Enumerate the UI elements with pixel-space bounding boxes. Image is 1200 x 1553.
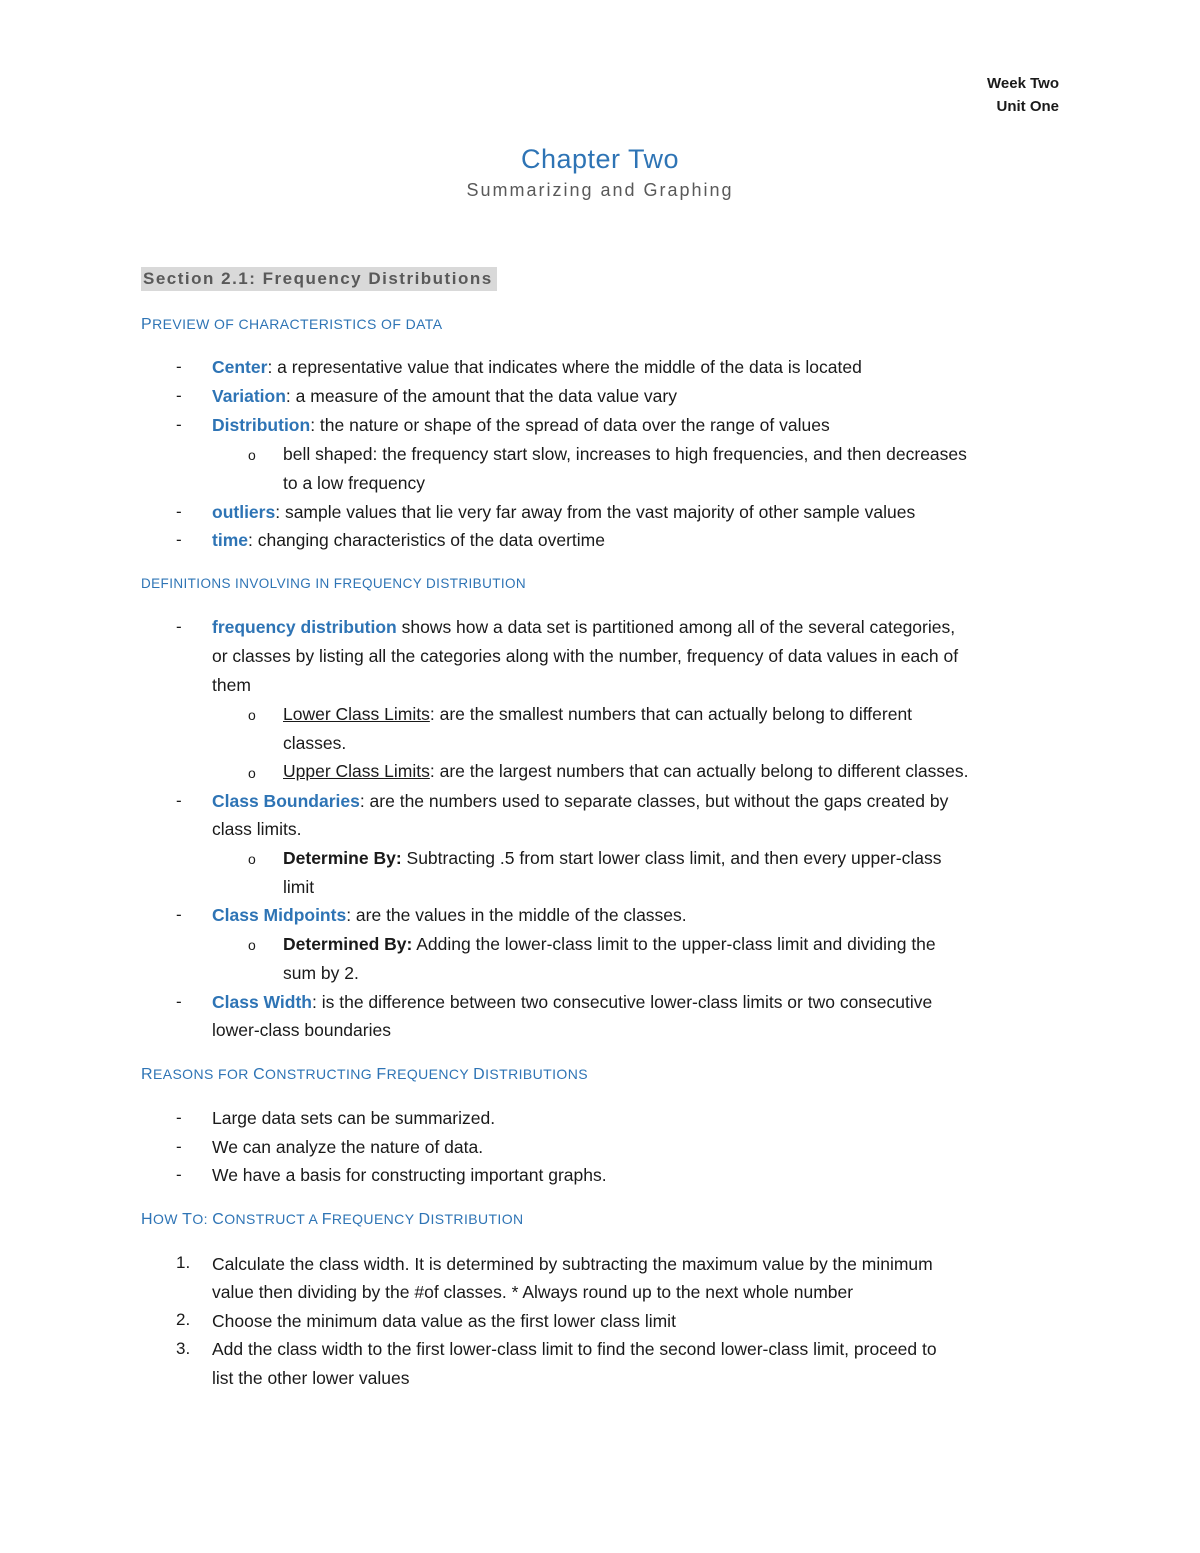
label-determine-by: Determine By:: [283, 848, 402, 868]
chapter-subtitle: Summarizing and Graphing: [466, 180, 734, 200]
list-item-center: [212, 353, 862, 381]
dash-bullet: -: [176, 502, 182, 521]
sub-bullet: o: [248, 765, 256, 781]
item-text: : the nature or shape of the spread of data over the range of values: [310, 415, 830, 435]
item-text: shows how a data set is partitioned among all of the several categories,: [396, 617, 956, 637]
dash-bullet: -: [176, 357, 182, 376]
list-item-time: [212, 526, 605, 554]
heading-rest: REVIEW OF CHARACTERISTICS OF DATA: [152, 316, 443, 332]
heading-part: ISTRIBUTION: [430, 1211, 524, 1227]
item-text: : are the smallest numbers that can actually belong to different: [429, 704, 913, 724]
term-center: Center: [212, 357, 268, 377]
heading-cap: R: [141, 1066, 153, 1083]
heading-part: REQUENCY: [331, 1211, 419, 1227]
term-lower-class-limits: Lower Class Limits: [283, 704, 430, 724]
step-number: 3.: [176, 1339, 191, 1358]
def-frequency-distribution-cont2: them: [212, 675, 251, 695]
header-unit: Unit One: [996, 98, 1059, 115]
dash-bullet: -: [176, 386, 182, 405]
item-text: : are the values in the middle of the classes.: [346, 905, 687, 925]
def-class-midpoints: [212, 901, 687, 929]
def-class-width: [212, 988, 932, 1016]
term-time: time: [212, 530, 248, 550]
dash-bullet: -: [176, 905, 182, 924]
label-determined-by: Determined By:: [283, 934, 413, 954]
heading-part: ONSTRUCT A: [224, 1211, 322, 1227]
heading-cap: T: [182, 1211, 193, 1228]
step-item: Choose the minimum data value as the first lower class limit: [212, 1311, 676, 1331]
step-item-cont: list the other lower values: [212, 1368, 410, 1388]
item-text: : sample values that lie very far away from the vast majority of other sample values: [275, 502, 916, 522]
list-item-distribution: [212, 411, 830, 439]
step-item: Calculate the class width. It is determined by subtracting the maximum value by the minimum: [212, 1254, 933, 1274]
item-text: : a representative value that indicates where the middle of the data is located: [267, 357, 862, 377]
item-text: : are the numbers used to separate classes, but without the gaps created by: [359, 791, 949, 811]
heading-cap: C: [253, 1066, 266, 1083]
term-class-midpoints: Class Midpoints: [212, 905, 347, 925]
term-variation: Variation: [212, 386, 286, 406]
sub-item-bell-shaped: bell shaped: the frequency start slow, increases to high frequencies, and then decreases: [283, 444, 967, 464]
heading-part: ISTRIBUTIONS: [485, 1066, 588, 1082]
dash-bullet: -: [176, 1137, 182, 1156]
def-frequency-distribution: [212, 613, 955, 641]
heading-part: O:: [192, 1211, 213, 1227]
term-frequency-distribution: frequency distribution: [212, 617, 397, 637]
heading-part: REQUENCY: [386, 1066, 474, 1082]
reasons-heading: [141, 1066, 588, 1084]
chapter-title: Chapter Two: [520, 144, 680, 174]
item-text: Adding the lower-class limit to the upper-class limit and dividing the: [412, 934, 936, 954]
heading-part: ONSTRUCTING: [265, 1066, 377, 1082]
dash-bullet: -: [176, 530, 182, 549]
definitions-heading: DEFINITIONS INVOLVING IN FREQUENCY DISTRIBUTION: [141, 576, 527, 591]
step-item: Add the class width to the first lower-class limit to find the second lower-class limit, proceed to: [212, 1339, 937, 1359]
sub-bullet: o: [248, 851, 256, 867]
item-text: : is the difference between two consecutive lower-class limits or two consecutive: [312, 992, 933, 1012]
reason-item: We can analyze the nature of data.: [212, 1137, 484, 1157]
header-week: Week Two: [987, 75, 1059, 92]
sub-bullet: o: [248, 937, 256, 953]
dash-bullet: -: [176, 1108, 182, 1127]
heading-cap: C: [212, 1211, 225, 1228]
heading-part: OW: [152, 1211, 183, 1227]
item-text: : changing characteristics of the data overtime: [247, 530, 605, 550]
term-upper-class-limits: Upper Class Limits: [283, 761, 430, 781]
term-distribution: Distribution: [212, 415, 311, 435]
def-lower-class-limits: [283, 700, 912, 728]
def-determine-by: [283, 844, 941, 872]
heading-part: EASONS FOR: [152, 1066, 254, 1082]
dash-bullet: -: [176, 1165, 182, 1184]
step-number: 1.: [176, 1253, 191, 1272]
dash-bullet: -: [176, 992, 182, 1011]
dash-bullet: -: [176, 415, 182, 434]
dash-bullet: -: [176, 617, 182, 636]
howto-heading: [141, 1211, 524, 1229]
page-header: [987, 72, 1059, 118]
heading-cap: P: [141, 316, 153, 333]
reason-item: We have a basis for constructing important graphs.: [212, 1165, 607, 1185]
list-item-variation: [212, 382, 677, 410]
heading-cap: D: [473, 1066, 486, 1083]
step-item-cont: value then dividing by the #of classes. * Always round up to the next whole number: [212, 1282, 854, 1302]
heading-cap: F: [321, 1211, 332, 1228]
def-class-boundaries: [212, 787, 948, 815]
def-determined-by: [283, 930, 936, 958]
reason-item: Large data sets can be summarized.: [212, 1108, 496, 1128]
sub-bullet: o: [248, 707, 256, 723]
step-number: 2.: [176, 1310, 191, 1329]
heading-cap: D: [418, 1211, 431, 1228]
sub-bullet: o: [248, 447, 256, 463]
term-class-width: Class Width: [212, 992, 312, 1012]
def-determine-by-cont: limit: [283, 877, 315, 897]
sub-item-bell-shaped-cont: to a low frequency: [283, 473, 426, 493]
preview-heading: [141, 316, 442, 334]
item-text: : are the largest numbers that can actually belong to different classes.: [429, 761, 969, 781]
item-text: Subtracting .5 from start lower class limit, and then every upper-class: [401, 848, 942, 868]
term-outliers: outliers: [212, 502, 276, 522]
dash-bullet: -: [176, 791, 182, 810]
def-class-boundaries-cont: class limits.: [212, 819, 302, 839]
heading-cap: F: [376, 1066, 387, 1083]
item-text: : a measure of the amount that the data value vary: [285, 386, 677, 406]
def-class-width-cont: lower-class boundaries: [212, 1020, 391, 1040]
def-frequency-distribution-cont: or classes by listing all the categories along with the number, frequency of data values in each of: [212, 646, 959, 666]
def-upper-class-limits: [283, 757, 968, 785]
list-item-outliers: [212, 498, 915, 526]
term-class-boundaries: Class Boundaries: [212, 791, 360, 811]
heading-cap: H: [141, 1211, 153, 1228]
def-lower-class-limits-cont: classes.: [283, 733, 347, 753]
def-determined-by-cont: sum by 2.: [283, 963, 359, 983]
section-title: Section 2.1: Frequency Distributions: [141, 267, 497, 291]
